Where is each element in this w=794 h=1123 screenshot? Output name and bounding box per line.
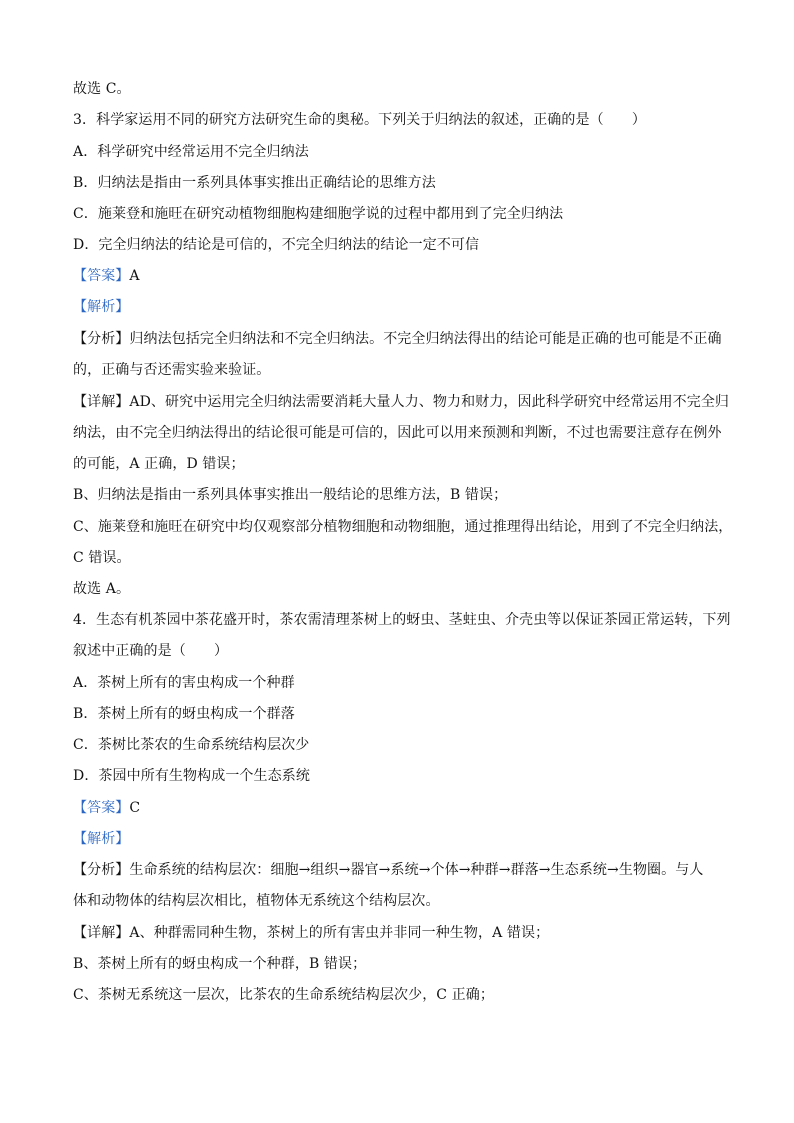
line-text: C．施莱登和施旺在研究动植物细胞构建细胞学说的过程中都用到了完全归纳法 [73,206,564,222]
line-text: 【详解】A、种群需同种生物，茶树上的所有害虫并非同一种生物，A 错误； [73,925,550,941]
question-4-option-a [73,674,725,692]
answer-line [73,799,725,817]
question-3-option-b [73,174,725,192]
line-text: D．完全归纳法的结论是可信的，不完全归纳法的结论一定不可信 [73,237,480,253]
line-text: 3．科学家运用不同的研究方法研究生命的奥秘。下列关于归纳法的叙述，正确的是（ ） [73,112,647,128]
detail-line [73,518,733,536]
line-text: B、茶树上所有的蚜虫构成一个种群，B 错误； [73,956,367,972]
detail-line [73,455,725,473]
line-text: C [129,800,141,816]
analysis-line [73,330,725,348]
line-text: C．茶树比茶农的生命系统结构层次少 [73,737,310,753]
detail-line [73,424,725,442]
line-text: 纳法，由不完全归纳法得出的结论很可能是可信的，因此可以用来预测和判断，不过也需要注意存在例外 [73,425,722,441]
explanation-tag: 【解析】 [73,831,130,847]
detail-line [73,986,725,1004]
question-3-option-c [73,205,725,223]
line-text: D．茶园中所有生物构成一个生态系统 [73,768,310,784]
answer-tag: 【答案】 [73,800,130,816]
line-text: B．归纳法是指由一系列具体事实推出正确结论的思维方法 [73,175,436,191]
analysis-line [73,892,725,910]
line-text: 【分析】生命系统的结构层次：细胞→组织→器官→系统→个体→种群→群落→生态系统→生物圈。与人 [73,862,704,878]
detail-line [73,955,725,973]
explanation-tag: 【解析】 [73,299,130,315]
detail-line [73,393,730,411]
line-text: A．茶树上所有的害虫构成一个种群 [73,675,295,691]
line-text: 叙述中正确的是（ ） [73,643,229,659]
line-text: 【分析】归纳法包括完全归纳法和不完全归纳法。不完全归纳法得出的结论可能是正确的也可能是不正确 [73,331,722,347]
line-text: A．科学研究中经常运用不完全归纳法 [73,144,309,160]
text-line [73,80,725,98]
question-4-option-c [73,736,725,754]
line-text: 故选 A。 [73,581,131,597]
question-4-stem [73,642,725,660]
explanation-header [73,830,725,848]
detail-line [73,486,725,504]
analysis-line [73,861,725,879]
explanation-header [73,298,725,316]
line-text: C、施莱登和施旺在研究中均仅观察部分植物细胞和动物细胞，通过推理得出结论，用到了不完全归纳法， [73,519,733,535]
line-text: 故选 C。 [73,81,131,97]
question-3-stem [73,111,725,129]
line-text: 体和动物体的结构层次相比，植物体无系统这个结构层次。 [73,893,440,909]
question-4-stem [73,611,731,629]
question-3-option-d [73,236,725,254]
line-text: B．茶树上所有的蚜虫构成一个群落 [73,706,295,722]
detail-line [73,924,725,942]
line-text: A [129,268,140,284]
line-text: 4．生态有机茶园中茶花盛开时，茶农需清理茶树上的蚜虫、茎蛀虫、介壳虫等以保证茶园正常运转，下列 [73,612,731,628]
line-text: 【详解】AD、研究中运用完全归纳法需要消耗大量人力、物力和财力，因此科学研究中经常运用不完全归 [73,394,730,410]
line-text: C 错误。 [73,550,131,566]
question-3-option-a [73,143,725,161]
conclusion-line [73,580,725,598]
line-text: 的可能，A 正确，D 错误； [73,456,245,472]
line-text: B、归纳法是指由一系列具体事实推出一般结论的思维方法，B 错误； [73,487,508,503]
detail-line [73,549,725,567]
analysis-line [73,361,725,379]
question-4-option-d [73,767,725,785]
answer-tag: 【答案】 [73,268,130,284]
answer-line [73,267,725,285]
line-text: 的，正确与否还需实验来验证。 [73,362,271,378]
line-text: C、茶树无系统这一层次，比茶农的生命系统结构层次少，C 正确； [73,987,494,1003]
question-4-option-b [73,705,725,723]
